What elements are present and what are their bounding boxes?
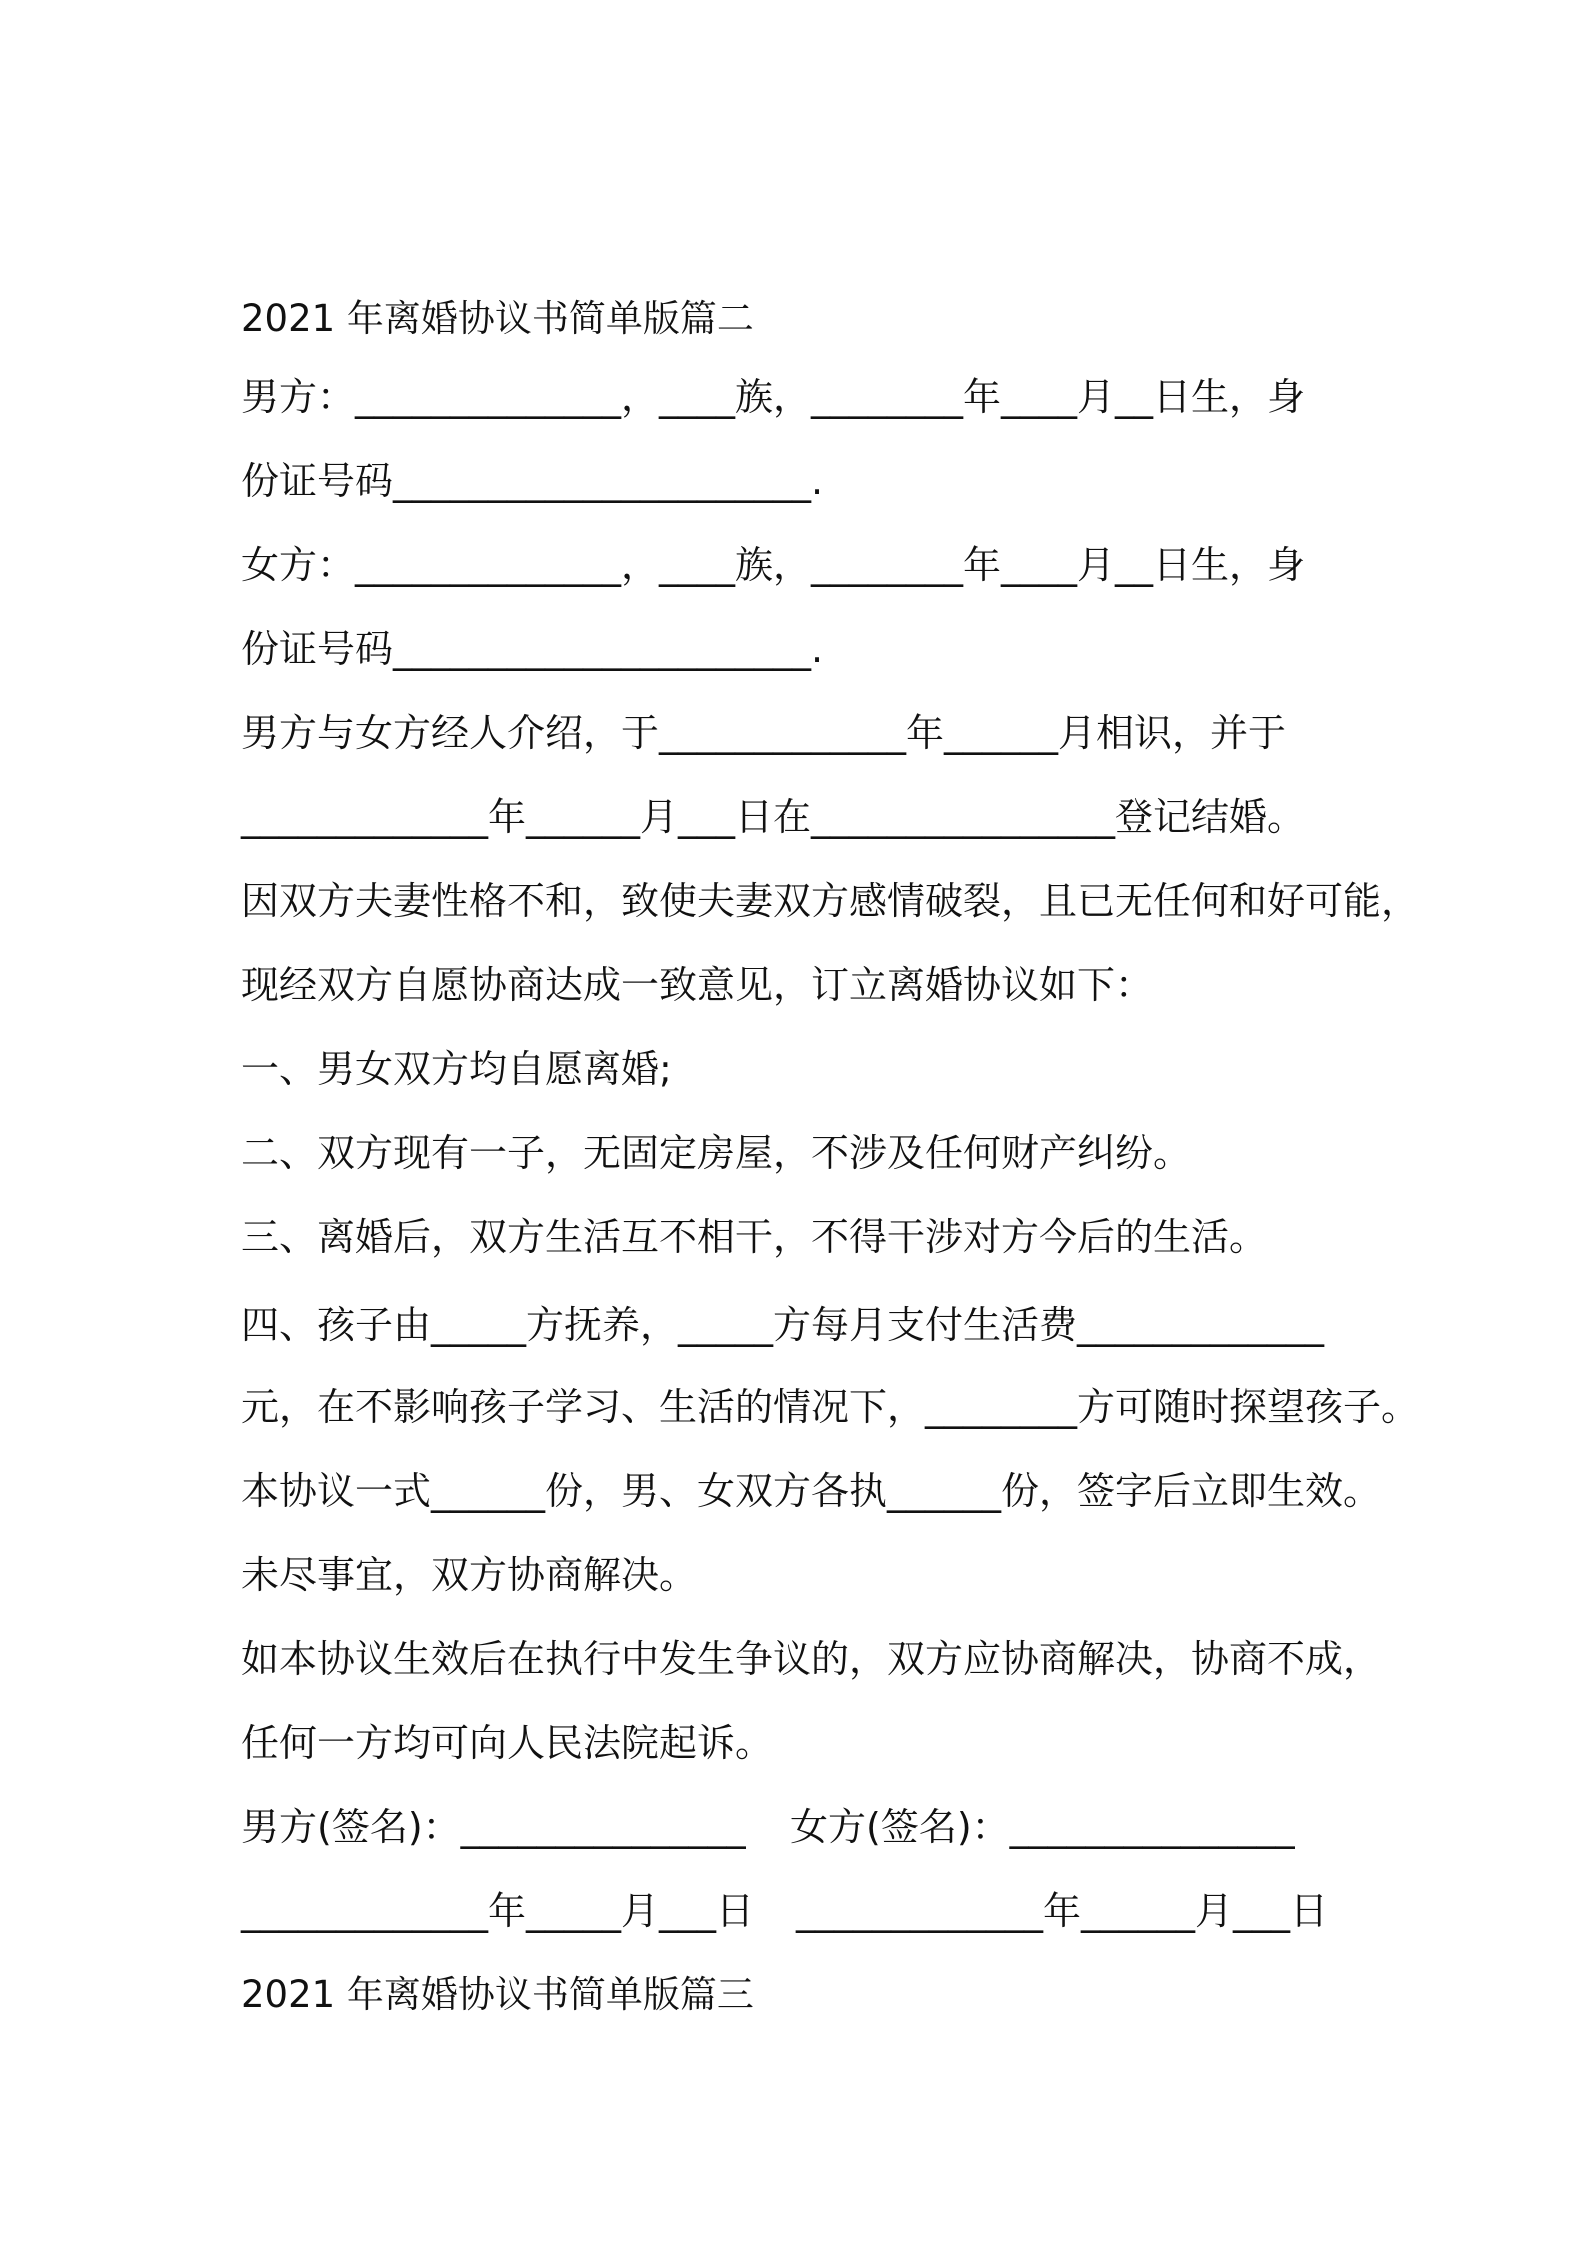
man-signature-field: 男方(签名)：_______________ [241,1805,746,1849]
clause-three: 三、离婚后，双方生活互不相干，不得干涉对方今后的生活。 [241,1215,1268,1259]
clause-two: 二、双方现有一子，无固定房屋，不涉及任何财产纠纷。 [241,1131,1192,1175]
woman-info-line: 女方：______________，____族，________年____月__日生，身 [241,543,1306,587]
man-id-line: 份证号码______________________. [241,459,824,503]
copies-line: 本协议一式______份，男、女双方各执______份，签字后立即生效。 [241,1469,1382,1513]
intro-line: 男方与女方经人介绍，于_____________年______月相识，并于 [241,711,1287,755]
clause-one: 一、男女双方均自愿离婚; [241,1047,672,1091]
clause-four-line: 四、孩子由_____方抚养，_____方每月支付生活费_____________ [241,1303,1325,1347]
dispute-line: 如本协议生效后在执行中发生争议的，双方应协商解决，协商不成， [241,1637,1382,1681]
woman-sign-date: _____________年______月___日 [796,1889,1329,1933]
section-title: 2021 年离婚协议书简单版篇三 [241,1973,754,2016]
reason-line: 现经双方自愿协商达成一致意见，订立离婚协议如下： [241,963,1154,1007]
intro-line: _____________年______月___日在________________登记结婚。 [241,795,1306,839]
reason-line: 因双方夫妻性格不和，致使夫妻双方感情破裂，且已无任何和好可能， [241,879,1420,923]
man-sign-date: _____________年_____月___日 [241,1889,755,1933]
section-title: 2021 年离婚协议书简单版篇二 [241,297,754,340]
woman-id-line: 份证号码______________________. [241,627,824,671]
unresolved-line: 未尽事宜，双方协商解决。 [241,1553,698,1597]
man-info-line: 男方：______________，____族，________年____月__日生，身 [241,375,1306,419]
dispute-line: 任何一方均可向人民法院起诉。 [241,1721,774,1765]
clause-four-line: 元，在不影响孩子学习、生活的情况下，________方可随时探望孩子。 [241,1385,1420,1429]
woman-signature-field: 女方(签名)：_______________ [790,1805,1295,1849]
